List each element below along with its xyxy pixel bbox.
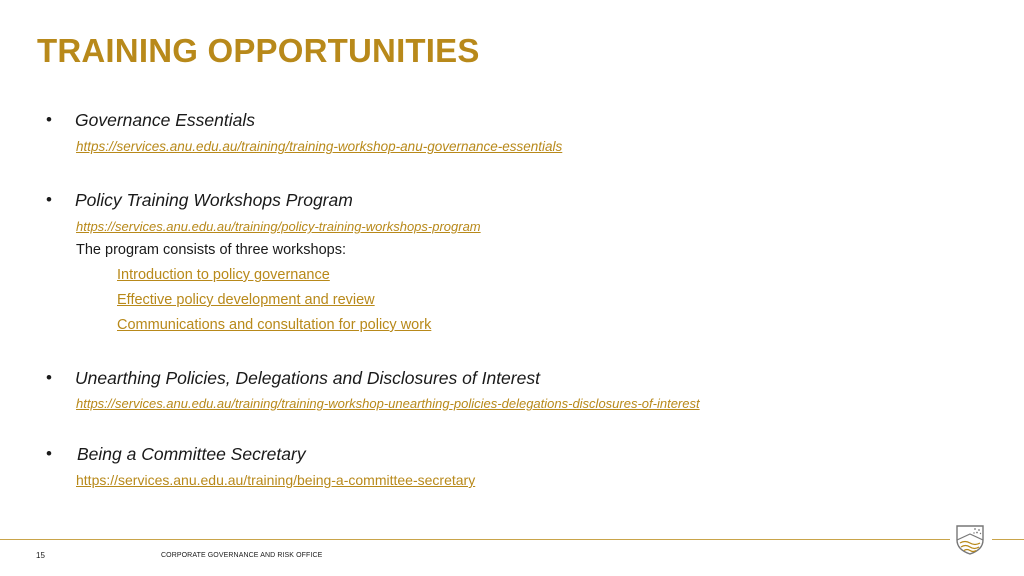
crest-chevron — [957, 534, 983, 540]
footer-rule — [0, 539, 950, 540]
bullet-marker: • — [46, 368, 52, 387]
item-title-governance-essentials: Governance Essentials — [75, 110, 255, 130]
link-governance-essentials[interactable]: https://services.anu.edu.au/training/training-workshop-anu-governance-essentials — [76, 139, 563, 154]
crest-wave-2 — [961, 546, 979, 549]
crest-star — [980, 533, 981, 534]
link-committee-secretary[interactable]: https://services.anu.edu.au/training/being-a-committee-secretary — [76, 472, 476, 488]
crest-wave-3 — [964, 550, 976, 552]
anu-crest-icon — [955, 523, 985, 555]
item-title-committee-secretary: Being a Committee Secretary — [77, 444, 306, 464]
program-note: The program consists of three workshops: — [76, 242, 346, 258]
page-number: 15 — [36, 551, 45, 560]
item-title-unearthing-policies: Unearthing Policies, Delegations and Disclosures of Interest — [75, 368, 540, 388]
bullet-marker: • — [46, 190, 52, 209]
crest-star — [976, 532, 978, 534]
footer-rule-right — [992, 539, 1024, 540]
crest-wave-1 — [960, 542, 980, 545]
item-title-policy-training: Policy Training Workshops Program — [75, 190, 353, 210]
crest-star — [978, 529, 980, 531]
link-effective-policy-development[interactable]: Effective policy development and review — [117, 292, 375, 308]
link-unearthing-policies[interactable]: https://services.anu.edu.au/training/training-workshop-unearthing-policies-delegations-disclosures-of-interest — [76, 396, 700, 411]
link-policy-training[interactable]: https://services.anu.edu.au/training/policy-training-workshops-program — [76, 219, 481, 234]
link-communications-and-consultation[interactable]: Communications and consultation for policy work — [117, 317, 432, 333]
office-name: CORPORATE GOVERNANCE AND RISK OFFICE — [161, 552, 323, 559]
slide-title: TRAINING OPPORTUNITIES — [37, 32, 480, 69]
crest-star — [973, 532, 974, 533]
bullet-marker: • — [46, 444, 52, 463]
crest-star — [974, 528, 976, 530]
link-introduction-to-policy-governance[interactable]: Introduction to policy governance — [117, 267, 330, 283]
bullet-marker: • — [46, 110, 52, 129]
